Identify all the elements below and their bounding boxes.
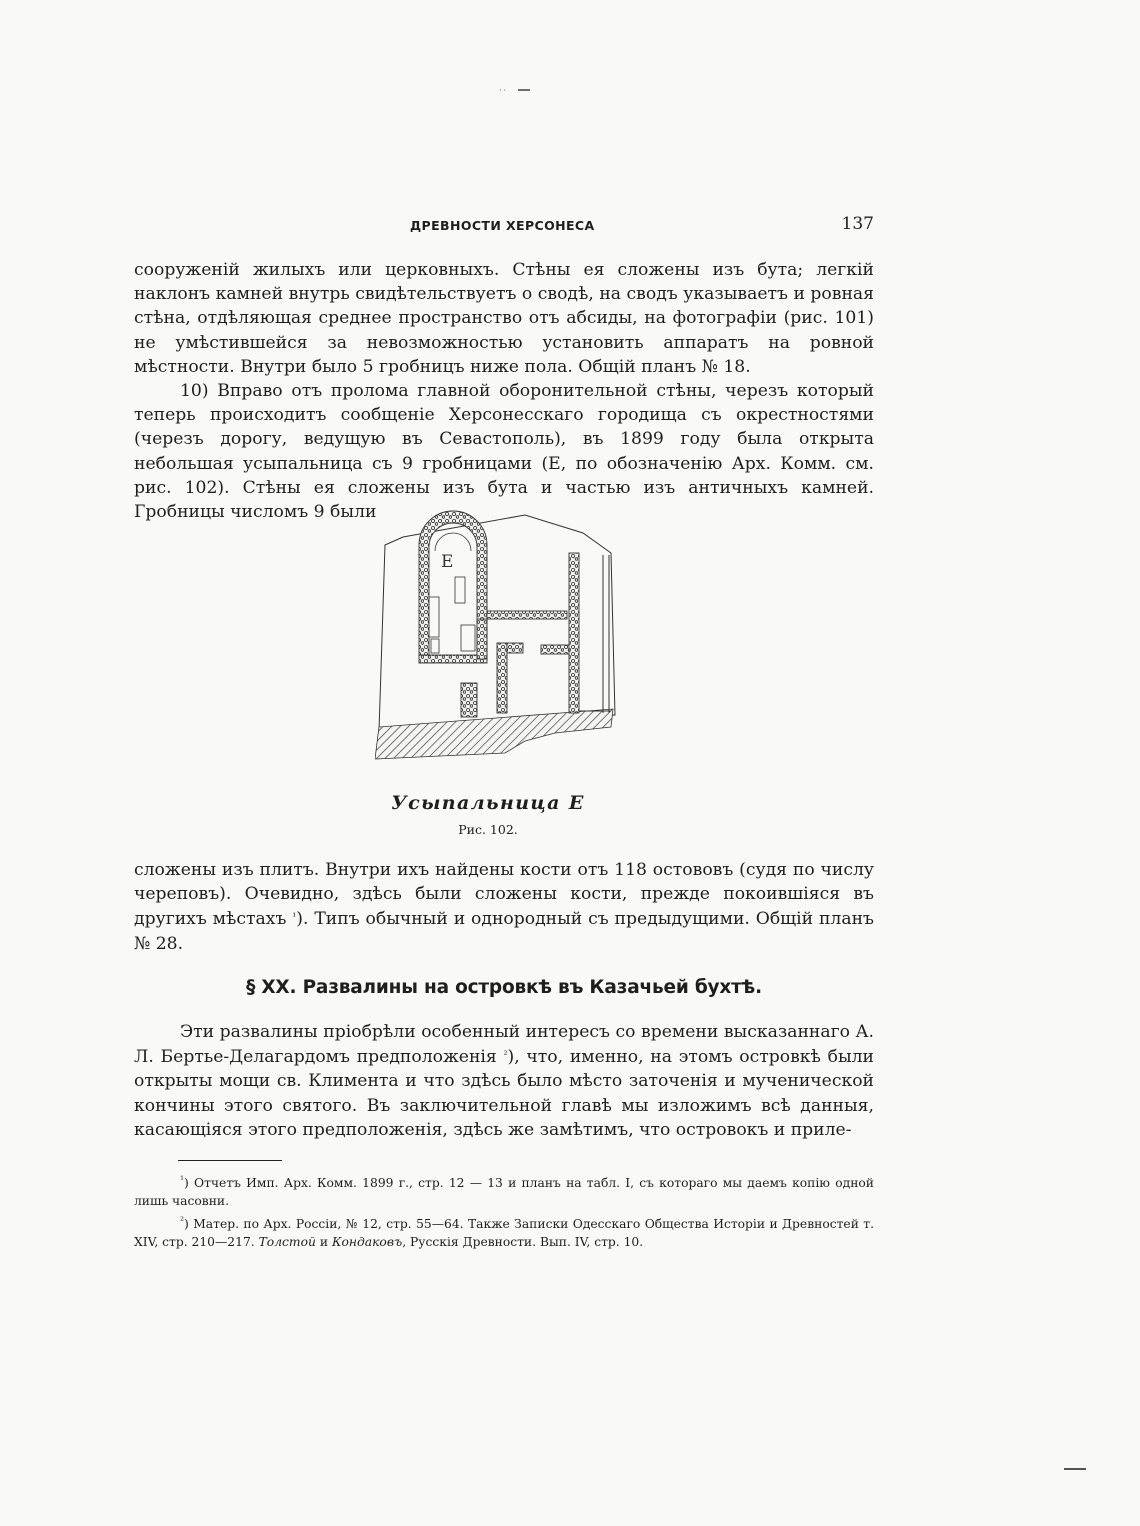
paragraph-4 bbox=[134, 1020, 874, 1142]
plan-drawing bbox=[375, 505, 635, 767]
footnote-1-mark: ¹ bbox=[180, 1175, 185, 1186]
tomb bbox=[455, 577, 465, 603]
footnote-1-text: ) Отчетъ Имп. Арх. Комм. 1899 г., стр. 12 — 13 и планъ на табл. I, съ котораго мы даемъ копію одной лишь часовни. bbox=[134, 1176, 874, 1208]
footnote-2 bbox=[134, 1213, 874, 1251]
footnote-2-mark: ² bbox=[180, 1216, 185, 1227]
paragraph-3-text-b: ). Типъ обычный и однородный съ предыдущими. Общій планъ № 28. bbox=[134, 909, 874, 954]
paragraph-4-text-b: ), что, именно, на этомъ островкѣ были открыты мощи св. Климента и что здѣсь было мѣсто заточенія и мученической кончины этого святого. Въ заключительной главѣ мы изложимъ всѣ данныя, касающіяся этого предположенія, здѣсь же замѣтимъ, что островокъ и приле- bbox=[134, 1047, 874, 1140]
footnote-2-conj: и bbox=[315, 1234, 332, 1249]
tomb bbox=[431, 639, 439, 653]
wall bbox=[507, 643, 523, 653]
footnote-ref-2: ² bbox=[503, 1050, 508, 1062]
figure-caption-title: Усыпальница Е bbox=[391, 792, 585, 814]
footnote-2-author-2: Кондаковъ bbox=[331, 1234, 403, 1249]
figure-caption-label: Рис. 102. bbox=[458, 822, 518, 837]
paragraph-4-text-a: Эти развалины пріобрѣли особенный интересъ со времени высказаннаго А. Л. Бертье-Делагардомъ предположенія bbox=[134, 1022, 874, 1068]
scan-artifact-mark bbox=[500, 89, 530, 91]
section-heading: § XX. Развалины на островкѣ въ Казачьей бухтѣ. bbox=[246, 977, 762, 998]
footnote-2-text-b: , Русскія Древности. Вып. IV, стр. 10. bbox=[402, 1234, 644, 1249]
plan-label: Е bbox=[441, 552, 454, 572]
paragraph-3 bbox=[134, 858, 874, 956]
paragraph-2: 10) Вправо отъ пролома главной оборонительной стѣны, черезъ который теперь происходитъ сообщеніе Херсонесскаго городища съ окрестностями (черезъ дорогу, ведущую въ Севастополь), въ 1899 году была открыта небольшая усыпальница съ 9 гробницами (Е, по обозначенію Арх. Комм. см. рис. 102). Стѣны ея сложены изъ бута и частью изъ античныхъ камней. Гробницы числомъ 9 были bbox=[134, 381, 874, 523]
paragraph-3-text-a: сложены изъ плитъ. Внутри ихъ найдены кости отъ 118 остововъ (судя по числу череповъ). Очевидно, здѣсь были сложены кости, прежде покоившіяся въ другихъ мѣстахъ bbox=[134, 860, 874, 930]
body-text-bottom bbox=[134, 1020, 874, 1142]
footnote-2-text-a: ) Матер. по Арх. Россіи, № 12, стр. 55—64. Также Записки Одесскаго Общества Исторіи и Древностей т. XIV, стр. 210—217. bbox=[134, 1217, 874, 1249]
footnote-rule bbox=[178, 1160, 282, 1161]
page-number: 137 bbox=[841, 214, 874, 234]
footnotes bbox=[134, 1172, 874, 1254]
paragraph-1: сооруженій жилыхъ или церковныхъ. Стѣны ея сложены изъ бута; легкій наклонъ камней внутрь свидѣтельствуетъ о сводѣ, на сводъ указываетъ и ровная стѣна, отдѣляющая среднее пространство отъ абсиды, на фотографіи (рис. 101) не умѣстившейся за невозможностью установить аппаратъ на ровной мѣстности. Внутри было 5 гробницъ ниже пола. Общій планъ № 18. bbox=[134, 260, 874, 377]
ground-hatch bbox=[375, 709, 613, 759]
footnote-ref-1: ¹ bbox=[292, 912, 297, 924]
wall bbox=[497, 643, 507, 713]
body-text-middle bbox=[134, 858, 874, 956]
apse-inner-arc bbox=[435, 533, 471, 551]
wall bbox=[569, 553, 579, 713]
wall bbox=[487, 611, 567, 619]
tomb bbox=[429, 597, 439, 637]
tomb bbox=[461, 625, 475, 651]
body-text-top bbox=[134, 258, 874, 524]
wall bbox=[477, 619, 487, 659]
figure-plan-e bbox=[375, 505, 635, 767]
footnote-1 bbox=[134, 1172, 874, 1210]
wall bbox=[461, 683, 477, 717]
running-title: ДРЕВНОСТИ ХЕРСОНЕСА bbox=[410, 218, 595, 233]
scan-edge-mark bbox=[1064, 1468, 1086, 1470]
footnote-2-author-1: Толстой bbox=[258, 1234, 316, 1249]
